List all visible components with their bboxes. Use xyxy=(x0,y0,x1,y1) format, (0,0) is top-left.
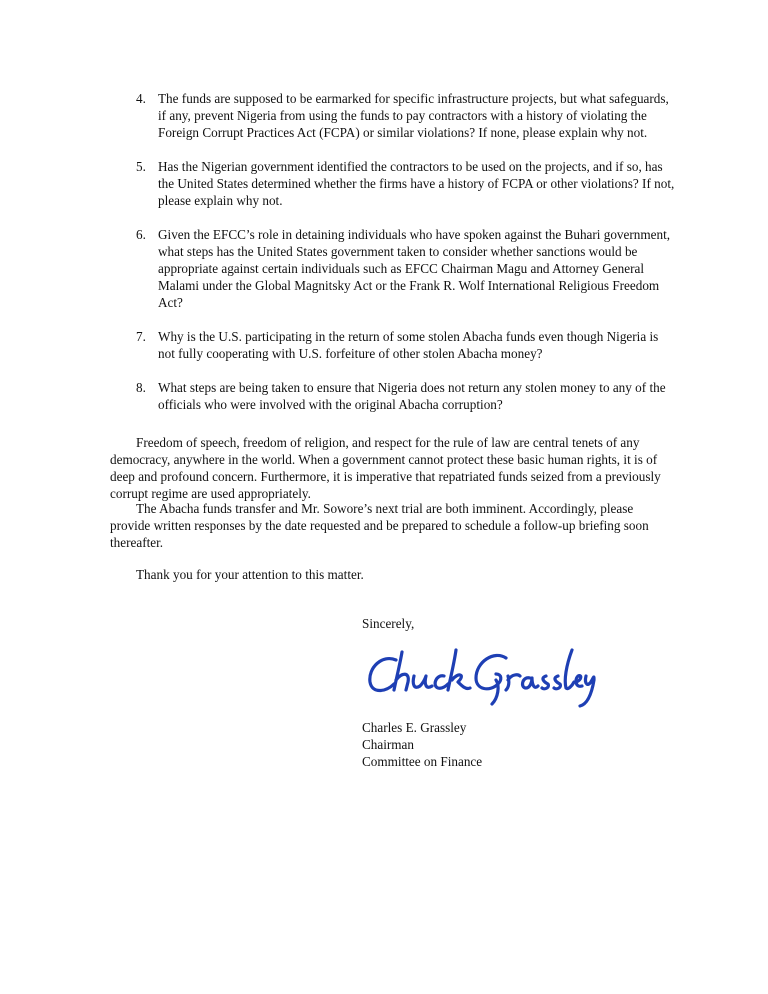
list-text: The funds are supposed to be earmarked for specific infrastructure projects, but what safeguards, if any, prevent Nigeria from using the funds to pay contractors with a history of violating the Foreign Corrupt Practices Act (FCPA) or similar violations? If none, please explain why not. xyxy=(158,91,669,140)
paragraph-text: Thank you for your attention to this matter. xyxy=(136,567,364,582)
signer-committee: Committee on Finance xyxy=(362,754,483,769)
list-text: Given the EFCC’s role in detaining individuals who have spoken against the Buhari government, what steps has the United States government taken to consider whether sanctions would be appropriate against certain individuals such as EFCC Chairman Magu and Attorney General Malami under the Global Magnitsky Act or the Frank R. Wolf International Religious Freedom Act? xyxy=(158,227,671,310)
list-text: What steps are being taken to ensure that Nigeria does not return any stolen money to any of the officials who were involved with the original Abacha corruption? xyxy=(158,380,666,412)
list-item xyxy=(136,379,676,413)
paragraph-text: The Abacha funds transfer and Mr. Sowore’s next trial are both imminent. Accordingly, please provide written responses by the date requested and be prepared to schedule a follow-up briefing soon thereafter. xyxy=(110,501,649,550)
signer-name: Charles E. Grassley xyxy=(362,720,467,735)
closing-salutation: Sincerely, xyxy=(362,616,415,631)
list-number: 7. xyxy=(136,329,146,344)
paragraph-abacha-transfer xyxy=(110,500,676,551)
list-item xyxy=(136,328,676,362)
list-number: 5. xyxy=(136,159,146,174)
list-number: 8. xyxy=(136,380,146,395)
signer-title: Chairman xyxy=(362,737,415,752)
question-list xyxy=(136,90,676,430)
list-number: 6. xyxy=(136,227,146,242)
list-text: Why is the U.S. participating in the return of some stolen Abacha funds even though Nigeria is not fully cooperating with U.S. forfeiture of other stolen Abacha money? xyxy=(158,329,659,361)
paragraph-thanks xyxy=(110,566,676,583)
list-item xyxy=(136,226,676,311)
list-number: 4. xyxy=(136,91,146,106)
list-item xyxy=(136,90,676,141)
list-text: Has the Nigerian government identified the contractors to be used on the projects, and if so, has the United States determined whether the firms have a history of FCPA or other violations? If not, please explain why not. xyxy=(158,159,675,208)
handwritten-signature xyxy=(360,640,600,710)
list-item xyxy=(136,158,676,209)
paragraph-freedom xyxy=(110,434,676,502)
paragraph-text: Freedom of speech, freedom of religion, and respect for the rule of law are central tenets of any democracy, anywhere in the world. When a government cannot protect these basic human rights, it is of deep and profound concern. Furthermore, it is imperative that repatriated funds seized from a previously corrupt regime are used appropriately. xyxy=(110,435,661,501)
